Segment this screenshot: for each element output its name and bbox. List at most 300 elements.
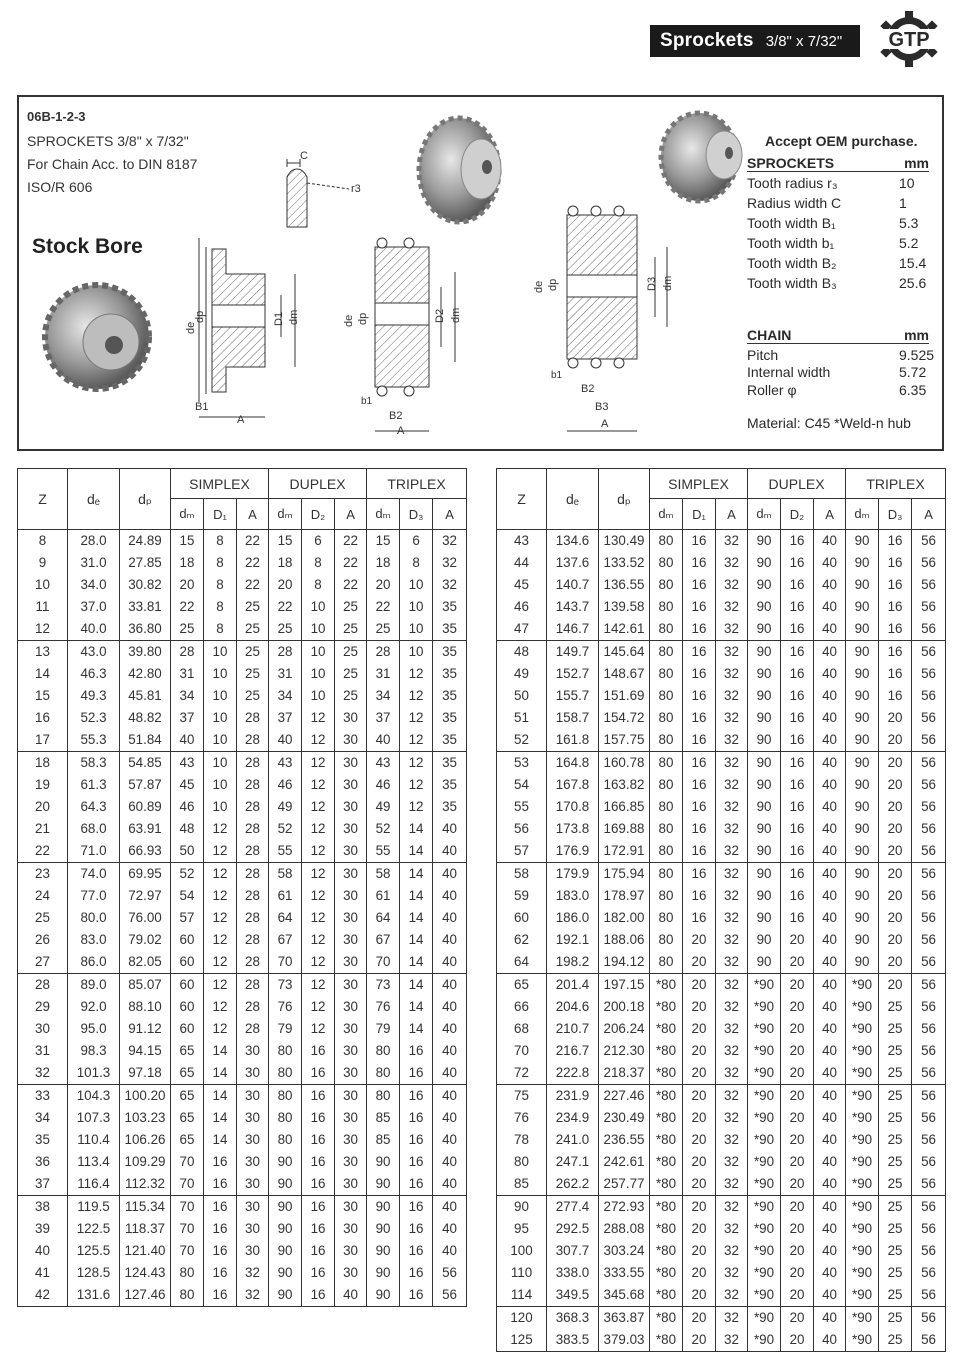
table-cell: 12 bbox=[400, 752, 433, 775]
table-row bbox=[497, 1129, 946, 1151]
table-cell: 20 bbox=[683, 1262, 716, 1284]
table-cell: 55 bbox=[497, 796, 547, 818]
table-cell: 40 bbox=[433, 1085, 467, 1108]
table-cell: 198.2 bbox=[547, 951, 599, 974]
table-cell: 14 bbox=[400, 929, 433, 951]
table-cell: 90 bbox=[748, 752, 781, 775]
header-dm: dₘ bbox=[269, 499, 302, 530]
table-cell: 20 bbox=[683, 1062, 716, 1085]
table-row bbox=[18, 574, 467, 596]
table-cell: 20 bbox=[683, 1173, 716, 1196]
table-cell: 56 bbox=[912, 774, 946, 796]
table-cell: 16 bbox=[781, 818, 814, 840]
table-cell: 25 bbox=[879, 1196, 912, 1219]
table-cell: 90 bbox=[748, 929, 781, 951]
table-cell: 36.80 bbox=[120, 618, 171, 641]
table-cell: 20 bbox=[171, 574, 204, 596]
label-b1: B1 bbox=[195, 401, 209, 413]
header-dm: dₘ bbox=[367, 499, 400, 530]
table-cell: 56 bbox=[912, 1062, 946, 1085]
label-b1-small-1: b1 bbox=[361, 396, 373, 407]
table-cell: 27.85 bbox=[120, 552, 171, 574]
table-cell: 97.18 bbox=[120, 1062, 171, 1085]
table-cell: 16 bbox=[400, 1284, 433, 1307]
table-cell: 62 bbox=[497, 929, 547, 951]
table-cell: 20 bbox=[879, 774, 912, 796]
table-cell: 8 bbox=[204, 574, 237, 596]
table-cell: 32 bbox=[716, 1284, 748, 1307]
table-cell: 28.0 bbox=[68, 530, 120, 553]
table-cell: 16 bbox=[683, 840, 716, 863]
table-cell: 14 bbox=[400, 951, 433, 974]
table-cell: 56 bbox=[912, 1284, 946, 1307]
table-cell: 85.07 bbox=[120, 974, 171, 997]
table-cell: 90 bbox=[367, 1218, 400, 1240]
header-triplex: TRIPLEX bbox=[367, 469, 467, 499]
table-cell: 32 bbox=[716, 641, 748, 664]
table-cell: 90 bbox=[748, 863, 781, 886]
table-cell: 28 bbox=[367, 641, 400, 664]
table-cell: 14 bbox=[400, 840, 433, 863]
table-row bbox=[497, 996, 946, 1018]
table-cell: 16 bbox=[400, 1107, 433, 1129]
table-cell: 288.08 bbox=[599, 1218, 650, 1240]
table-cell: 40 bbox=[814, 1218, 846, 1240]
table-cell: 90 bbox=[748, 818, 781, 840]
table-cell: 83.0 bbox=[68, 929, 120, 951]
table-cell: 32 bbox=[716, 1129, 748, 1151]
table-cell: 90 bbox=[367, 1151, 400, 1173]
table-cell: 178.97 bbox=[599, 885, 650, 907]
table-cell: 56 bbox=[912, 974, 946, 997]
table-cell: 70 bbox=[367, 951, 400, 974]
table-cell: 78 bbox=[497, 1129, 547, 1151]
table-cell: 58 bbox=[497, 863, 547, 886]
table-row bbox=[497, 885, 946, 907]
table-row bbox=[18, 1240, 467, 1262]
table-cell: 42.80 bbox=[120, 663, 171, 685]
table-cell: 40 bbox=[814, 596, 846, 618]
table-cell: 46 bbox=[171, 796, 204, 818]
table-cell: 15 bbox=[18, 685, 68, 707]
table-row bbox=[497, 840, 946, 863]
table-cell: 90 bbox=[846, 641, 879, 664]
table-cell: 31.0 bbox=[68, 552, 120, 574]
table-cell: 60 bbox=[171, 951, 204, 974]
table-row bbox=[18, 796, 467, 818]
table-cell: 35 bbox=[433, 796, 467, 818]
table-cell: 16 bbox=[781, 685, 814, 707]
table-cell: 104.3 bbox=[68, 1085, 120, 1108]
table-cell: *90 bbox=[748, 1218, 781, 1240]
table-cell: 20 bbox=[683, 1085, 716, 1108]
table-cell: 30 bbox=[237, 1196, 269, 1219]
table-cell: 16 bbox=[683, 618, 716, 641]
table-cell: 40 bbox=[814, 729, 846, 752]
table-cell: 25 bbox=[237, 596, 269, 618]
table-cell: 56 bbox=[912, 1085, 946, 1108]
table-cell: 16 bbox=[781, 552, 814, 574]
table-cell: 90 bbox=[748, 663, 781, 685]
duplex-sprocket-image bbox=[419, 118, 501, 222]
table-cell: 231.9 bbox=[547, 1085, 599, 1108]
table-cell: 122.5 bbox=[68, 1218, 120, 1240]
table-row bbox=[497, 907, 946, 929]
table-cell: 30 bbox=[335, 1040, 367, 1062]
table-cell: 90 bbox=[846, 907, 879, 929]
table-cell: 30 bbox=[335, 929, 367, 951]
table-cell: 90 bbox=[748, 729, 781, 752]
table-cell: 363.87 bbox=[599, 1307, 650, 1330]
table-row bbox=[497, 929, 946, 951]
table-cell: 16 bbox=[400, 1062, 433, 1085]
table-cell: 137.6 bbox=[547, 552, 599, 574]
table-cell: 28 bbox=[237, 1018, 269, 1040]
simplex-section-drawing bbox=[185, 238, 300, 426]
table-cell: 40 bbox=[814, 1329, 846, 1352]
table-cell: 10 bbox=[204, 641, 237, 664]
header-dm: dₘ bbox=[171, 499, 204, 530]
table-cell: 151.69 bbox=[599, 685, 650, 707]
table-cell: 143.7 bbox=[547, 596, 599, 618]
table-cell: 30 bbox=[237, 1218, 269, 1240]
table-cell: 40 bbox=[814, 574, 846, 596]
table-row bbox=[18, 530, 467, 553]
table-cell: 49.3 bbox=[68, 685, 120, 707]
table-cell: 16 bbox=[781, 752, 814, 775]
table-cell: 90 bbox=[846, 685, 879, 707]
table-cell: 90 bbox=[367, 1240, 400, 1262]
table-cell: 50 bbox=[497, 685, 547, 707]
table-cell: 44 bbox=[497, 552, 547, 574]
table-cell: 16 bbox=[781, 618, 814, 641]
table-cell: 30 bbox=[335, 1062, 367, 1085]
table-row bbox=[497, 863, 946, 886]
table-cell: 26 bbox=[18, 929, 68, 951]
table-cell: 216.7 bbox=[547, 1040, 599, 1062]
table-cell: 89.0 bbox=[68, 974, 120, 997]
table-cell: 35 bbox=[433, 596, 467, 618]
table-cell: 32 bbox=[716, 1307, 748, 1330]
table-cell: 80 bbox=[650, 840, 683, 863]
table-cell: 90 bbox=[846, 774, 879, 796]
stock-bore-sprocket-image bbox=[45, 285, 149, 389]
table-cell: 115.34 bbox=[120, 1196, 171, 1219]
table-cell: 90 bbox=[748, 618, 781, 641]
table-cell: 40 bbox=[814, 663, 846, 685]
table-cell: 20 bbox=[367, 574, 400, 596]
sprocket-table-left bbox=[17, 468, 467, 1307]
table-cell: 25 bbox=[879, 1040, 912, 1062]
table-cell: 80 bbox=[269, 1085, 302, 1108]
table-cell: 70 bbox=[269, 951, 302, 974]
table-cell: 14 bbox=[400, 1018, 433, 1040]
table-cell: 80 bbox=[650, 907, 683, 929]
table-cell: 40 bbox=[814, 1040, 846, 1062]
table-cell: *80 bbox=[650, 1218, 683, 1240]
label-b3: B3 bbox=[595, 401, 609, 413]
table-cell: 10 bbox=[302, 618, 335, 641]
table-cell: 20 bbox=[781, 951, 814, 974]
table-row bbox=[497, 1085, 946, 1108]
table-cell: 16 bbox=[683, 574, 716, 596]
table-cell: 16 bbox=[400, 1173, 433, 1196]
table-cell: 16 bbox=[781, 863, 814, 886]
table-cell: 39.80 bbox=[120, 641, 171, 664]
table-cell: 8 bbox=[302, 552, 335, 574]
table-cell: 148.67 bbox=[599, 663, 650, 685]
table-cell: 134.6 bbox=[547, 530, 599, 553]
table-cell: 20 bbox=[683, 929, 716, 951]
table-cell: 28 bbox=[237, 774, 269, 796]
table-cell: 43 bbox=[269, 752, 302, 775]
table-cell: 140.7 bbox=[547, 574, 599, 596]
table-cell: 56 bbox=[912, 552, 946, 574]
table-row bbox=[497, 1284, 946, 1307]
header-triplex: TRIPLEX bbox=[846, 469, 946, 499]
table-row bbox=[497, 707, 946, 729]
table-cell: 56 bbox=[912, 1040, 946, 1062]
table-cell: 32 bbox=[716, 818, 748, 840]
table-cell: *90 bbox=[846, 1262, 879, 1284]
table-cell: 12 bbox=[400, 796, 433, 818]
table-cell: 45 bbox=[497, 574, 547, 596]
table-cell: 38 bbox=[18, 1196, 68, 1219]
table-row bbox=[18, 1151, 467, 1173]
table-cell: 130.49 bbox=[599, 530, 650, 553]
table-cell: 65 bbox=[497, 974, 547, 997]
table-cell: 28 bbox=[237, 885, 269, 907]
table-cell: 56 bbox=[912, 530, 946, 553]
table-cell: 292.5 bbox=[547, 1218, 599, 1240]
table-cell: 164.8 bbox=[547, 752, 599, 775]
table-cell: *80 bbox=[650, 1107, 683, 1129]
table-cell: *80 bbox=[650, 1062, 683, 1085]
table-cell: 40 bbox=[433, 951, 467, 974]
table-cell: 40 bbox=[814, 707, 846, 729]
table-cell: *90 bbox=[846, 1218, 879, 1240]
table-cell: 112.32 bbox=[120, 1173, 171, 1196]
table-cell: 100.20 bbox=[120, 1085, 171, 1108]
table-cell: *90 bbox=[748, 1062, 781, 1085]
table-cell: 16 bbox=[302, 1262, 335, 1284]
table-cell: 12 bbox=[302, 774, 335, 796]
table-cell: 28 bbox=[171, 641, 204, 664]
table-cell: 70 bbox=[171, 1240, 204, 1262]
table-cell: 10 bbox=[204, 707, 237, 729]
table-cell: 25 bbox=[879, 1018, 912, 1040]
table-cell: 9 bbox=[18, 552, 68, 574]
table-cell: 12 bbox=[302, 707, 335, 729]
table-cell: 40 bbox=[433, 929, 467, 951]
table-cell: 20 bbox=[781, 1173, 814, 1196]
table-cell: 48 bbox=[171, 818, 204, 840]
header-dm: dₘ bbox=[846, 499, 879, 530]
table-cell: 12 bbox=[302, 885, 335, 907]
table-cell: 125.5 bbox=[68, 1240, 120, 1262]
table-cell: 16 bbox=[400, 1151, 433, 1173]
table-cell: *80 bbox=[650, 996, 683, 1018]
table-cell: 75 bbox=[497, 1085, 547, 1108]
table-cell: 90 bbox=[748, 707, 781, 729]
table-cell: 40 bbox=[433, 840, 467, 863]
table-cell: *80 bbox=[650, 1307, 683, 1330]
info-panel bbox=[17, 95, 944, 451]
table-cell: 30 bbox=[335, 1240, 367, 1262]
table-cell: 28 bbox=[237, 818, 269, 840]
table-cell: 32 bbox=[716, 685, 748, 707]
table-cell: 16 bbox=[204, 1196, 237, 1219]
header-d3: D₃ bbox=[400, 499, 433, 530]
table-cell: 40 bbox=[814, 840, 846, 863]
table-cell: 146.7 bbox=[547, 618, 599, 641]
table-cell: 32 bbox=[716, 1329, 748, 1352]
table-row bbox=[497, 574, 946, 596]
table-cell: *80 bbox=[650, 1173, 683, 1196]
table-cell: 28 bbox=[18, 974, 68, 997]
table-cell: 161.8 bbox=[547, 729, 599, 752]
table-cell: 10 bbox=[204, 663, 237, 685]
table-cell: 16 bbox=[204, 1151, 237, 1173]
table-row bbox=[18, 752, 467, 775]
label-b2-1: B2 bbox=[389, 410, 403, 422]
table-cell: 90 bbox=[748, 685, 781, 707]
table-cell: 16 bbox=[204, 1262, 237, 1284]
table-cell: 52 bbox=[367, 818, 400, 840]
table-cell: 12 bbox=[302, 840, 335, 863]
table-cell: 80 bbox=[497, 1151, 547, 1173]
table-cell: 16 bbox=[302, 1129, 335, 1151]
table-row bbox=[18, 1107, 467, 1129]
table-row bbox=[497, 1329, 946, 1352]
spec-row bbox=[747, 175, 939, 191]
table-cell: 40 bbox=[171, 729, 204, 752]
table-cell: 18 bbox=[269, 552, 302, 574]
table-cell: 16 bbox=[302, 1062, 335, 1085]
table-cell: 116.4 bbox=[68, 1173, 120, 1196]
table-cell: 30 bbox=[237, 1040, 269, 1062]
table-cell: 20 bbox=[683, 1129, 716, 1151]
table-cell: 107.3 bbox=[68, 1107, 120, 1129]
product-line-2: For Chain Acc. to DIN 8187 bbox=[27, 156, 198, 172]
table-cell: 32 bbox=[716, 1062, 748, 1085]
table-cell: 175.94 bbox=[599, 863, 650, 886]
table-cell: 28 bbox=[237, 974, 269, 997]
table-row bbox=[18, 1085, 467, 1108]
table-row bbox=[18, 1218, 467, 1240]
table-cell: 12 bbox=[302, 863, 335, 886]
table-cell: 57.87 bbox=[120, 774, 171, 796]
table-cell: 40 bbox=[814, 907, 846, 929]
spec-value: 15.4 bbox=[899, 255, 927, 271]
table-cell: 176.9 bbox=[547, 840, 599, 863]
table-cell: 10 bbox=[204, 796, 237, 818]
table-cell: 19 bbox=[18, 774, 68, 796]
table-cell: 30 bbox=[335, 1129, 367, 1151]
table-cell: 14 bbox=[204, 1129, 237, 1151]
table-cell: 56 bbox=[912, 1129, 946, 1151]
table-cell: 90 bbox=[748, 596, 781, 618]
table-cell: 16 bbox=[400, 1196, 433, 1219]
table-cell: 16 bbox=[204, 1173, 237, 1196]
table-cell: 25 bbox=[879, 1240, 912, 1262]
table-cell: 48.82 bbox=[120, 707, 171, 729]
spec-value: 5.2 bbox=[899, 235, 919, 251]
table-cell: 86.0 bbox=[68, 951, 120, 974]
table-cell: 30 bbox=[335, 729, 367, 752]
table-cell: 90 bbox=[269, 1240, 302, 1262]
table-cell: 16 bbox=[683, 863, 716, 886]
table-cell: 80 bbox=[650, 752, 683, 775]
table-cell: 30 bbox=[335, 1262, 367, 1284]
table-cell: 57 bbox=[171, 907, 204, 929]
table-cell: 35 bbox=[433, 752, 467, 775]
spec-row bbox=[747, 255, 939, 271]
table-cell: 61 bbox=[367, 885, 400, 907]
spec-label: Internal width bbox=[747, 364, 831, 380]
table-cell: 40 bbox=[814, 1129, 846, 1151]
table-cell: 40 bbox=[18, 1240, 68, 1262]
table-cell: 30 bbox=[335, 885, 367, 907]
table-cell: 188.06 bbox=[599, 929, 650, 951]
table-row bbox=[18, 1196, 467, 1219]
table-cell: 80 bbox=[650, 929, 683, 951]
header-d3: D₃ bbox=[879, 499, 912, 530]
table-cell: 56 bbox=[912, 951, 946, 974]
table-cell: 10 bbox=[204, 752, 237, 775]
header-a: A bbox=[912, 499, 946, 530]
table-cell: 80 bbox=[650, 774, 683, 796]
tooth-detail-drawing bbox=[287, 150, 361, 227]
table-cell: 56 bbox=[912, 1307, 946, 1330]
table-row bbox=[18, 1284, 467, 1307]
table-cell: 16 bbox=[879, 685, 912, 707]
table-cell: 20 bbox=[781, 1329, 814, 1352]
table-cell: 16 bbox=[781, 530, 814, 553]
table-cell: 70 bbox=[171, 1196, 204, 1219]
table-cell: 40 bbox=[814, 974, 846, 997]
table-cell: 76 bbox=[269, 996, 302, 1018]
table-cell: 12 bbox=[204, 951, 237, 974]
logo-text: GTP bbox=[888, 29, 930, 51]
table-cell: 34 bbox=[367, 685, 400, 707]
table-cell: 68 bbox=[497, 1018, 547, 1040]
triplex-sprocket-image bbox=[661, 113, 742, 201]
table-cell: 56 bbox=[912, 1218, 946, 1240]
table-cell: 35 bbox=[433, 641, 467, 664]
spec-row bbox=[747, 195, 939, 211]
table-cell: 142.61 bbox=[599, 618, 650, 641]
table-cell: 80 bbox=[650, 618, 683, 641]
table-cell: 12 bbox=[302, 951, 335, 974]
table-cell: 35 bbox=[433, 707, 467, 729]
table-cell: 90 bbox=[748, 530, 781, 553]
table-cell: *80 bbox=[650, 1329, 683, 1352]
table-cell: 30 bbox=[335, 818, 367, 840]
label-dp-2: dp bbox=[357, 312, 369, 325]
table-cell: 66.93 bbox=[120, 840, 171, 863]
table-cell: 60 bbox=[171, 996, 204, 1018]
table-cell: 51 bbox=[497, 707, 547, 729]
table-cell: 32 bbox=[433, 574, 467, 596]
table-cell: 15 bbox=[367, 530, 400, 553]
table-cell: 18 bbox=[171, 552, 204, 574]
table-cell: 28 bbox=[237, 951, 269, 974]
header-z: Z bbox=[18, 469, 68, 530]
table-cell: 21 bbox=[18, 818, 68, 840]
table-cell: 28 bbox=[237, 796, 269, 818]
table-cell: 56 bbox=[912, 840, 946, 863]
